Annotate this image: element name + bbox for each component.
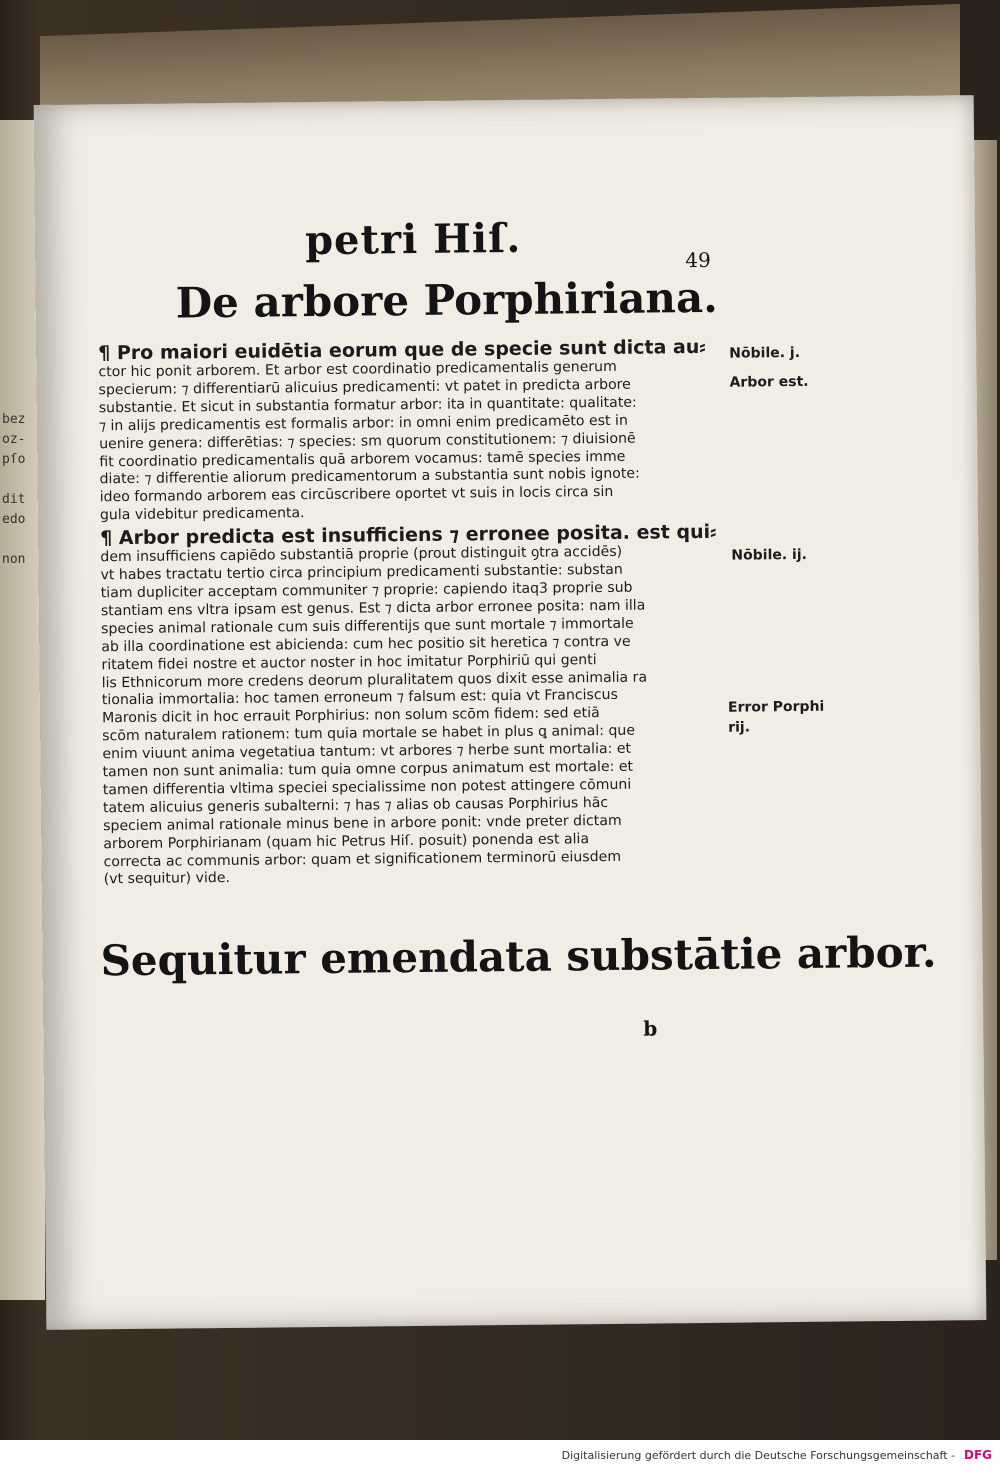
text-line: correcta ac communis arbor: quam et significationem terminorū eiusdem — [103, 848, 622, 870]
left-page-text: bez oz- pſo dit edo non — [2, 412, 26, 567]
subheading: Sequitur emendata substātie arbor. — [100, 927, 937, 986]
signature-mark: b — [643, 1016, 658, 1041]
text-line: enim viuunt anima vegetatiua tantum: vt arbores ⁊ herbe sunt mortalia: et — [102, 740, 632, 763]
marginal-note: Error Porphi rij. — [727, 698, 825, 736]
section-title: De arbore Porphiriana. — [175, 272, 719, 328]
text-line: arborem Porphirianam (quam hic Petrus Hiſ. posuit) ponenda est alia — [103, 830, 590, 852]
page-number: 49 — [685, 247, 711, 273]
text-line: fit coordinatio predicamentalis quā arborem vocamus: tamē species imme — [99, 448, 626, 470]
running-head: petri Hiſ. — [304, 214, 522, 265]
text-line: ideo formando arborem eas circūscribere oportet vt suis in locis circa sin — [99, 484, 614, 506]
text-line: scōm naturalem rationem: tum quia mortale se habet in plus ꝗ animal: que — [102, 722, 636, 745]
text-line: ⁊ in alijs predicamentis est formalis arbor: in omni enim predicamēto est in — [98, 412, 628, 435]
text-line: ¶ Arbor predicta est insufficiens ⁊ erronee posita. est qui⸗ — [100, 520, 717, 550]
text-line: uenire genera: differētias: ⁊ species: sm quorum constitutionem: ⁊ diuisionē — [99, 430, 636, 452]
text-line: species animal rationale cum suis differentijs que sunt mortale ⁊ immortale — [101, 615, 634, 638]
text-line: tamen differentia vltima speciei specialissime non potest attingere cōmuni — [102, 776, 632, 799]
text-line: tiam dupliciter acceptam communiter ⁊ proprie: capiendo itaq3 proprie sub — [100, 579, 633, 602]
text-line: ab illa coordinatione est abicienda: cum hec positio sit heretica ⁊ contra ve — [101, 633, 631, 655]
marginal-note: Nōbile. ij. — [731, 546, 808, 564]
text-line: ctor hic ponit arborem. Et arbor est coordinatio predicamentalis generum — [98, 358, 617, 381]
body-text — [98, 336, 724, 892]
text-line: ¶ Pro maiori euidētia eorum que de specie sunt dicta au⸗ — [98, 335, 706, 365]
text-line: tamen non sunt animalia: tum quia omne corpus animatum est mortale: et — [102, 758, 634, 781]
text-line: ritatem fidei nostre et auctor noster in hoc imitatur Porphiriū qui genti — [101, 651, 597, 673]
text-line: stantiam ens vltra ipsam est genus. Est ⁊ dicta arbor erronee posita: nam illa — [100, 597, 646, 620]
paragraph — [100, 521, 724, 890]
text-line: gula videbitur predicamenta. — [99, 505, 305, 524]
text-line: specierum: ⁊ differentiarū alicuius predicamenti: vt patet in predicta arbore — [98, 376, 631, 399]
text-line: (vt sequitur) vide. — [103, 870, 231, 888]
text-line: diate: ⁊ differentie aliorum predicamentorum a substantia sunt nobis ignote: — [99, 466, 640, 488]
marginal-note: Nōbile. j. — [729, 344, 801, 362]
text-line: substantie. Et sicut in substantia formatur arbor: ita in quantitate: qualitate: — [98, 394, 637, 417]
text-line: vt habes tractatu tertio circa principium predicamenti substantie: substan — [100, 561, 623, 584]
paragraph — [98, 336, 720, 526]
dfg-logo-icon: DFG — [963, 1448, 992, 1462]
text-line: tionalia immortalia: hoc tamen erroneum ⁊ falsum est: quia vt Franciscus — [101, 687, 618, 709]
footer-credit: Digitalisierung gefördert durch die Deutsche Forschungsgemeinschaft - — [561, 1449, 955, 1462]
text-line: speciem animal rationale minus bene in arbore ponit: vnde preter dictam — [103, 812, 622, 835]
text-line: dem insufficiens capiēdo substantiā proprie (prout distinguit̄ ꝯtra accidēs) — [100, 543, 623, 566]
text-line: tatem alicuius generis subalterni: ⁊ has ⁊ alias ob causas Porphirius hāc — [102, 794, 609, 817]
text-line: lis Ethnicorum more credens deorum pluralitatem quos dixit esse animalia ra — [101, 669, 648, 691]
marginal-note: Arbor est. — [729, 373, 809, 391]
page — [34, 95, 987, 1330]
text-line: Maronis dicit in hoc errauit Porphirius: non solum scōm fidem: sed etiā — [101, 705, 600, 727]
footer-bar — [0, 1440, 1000, 1472]
